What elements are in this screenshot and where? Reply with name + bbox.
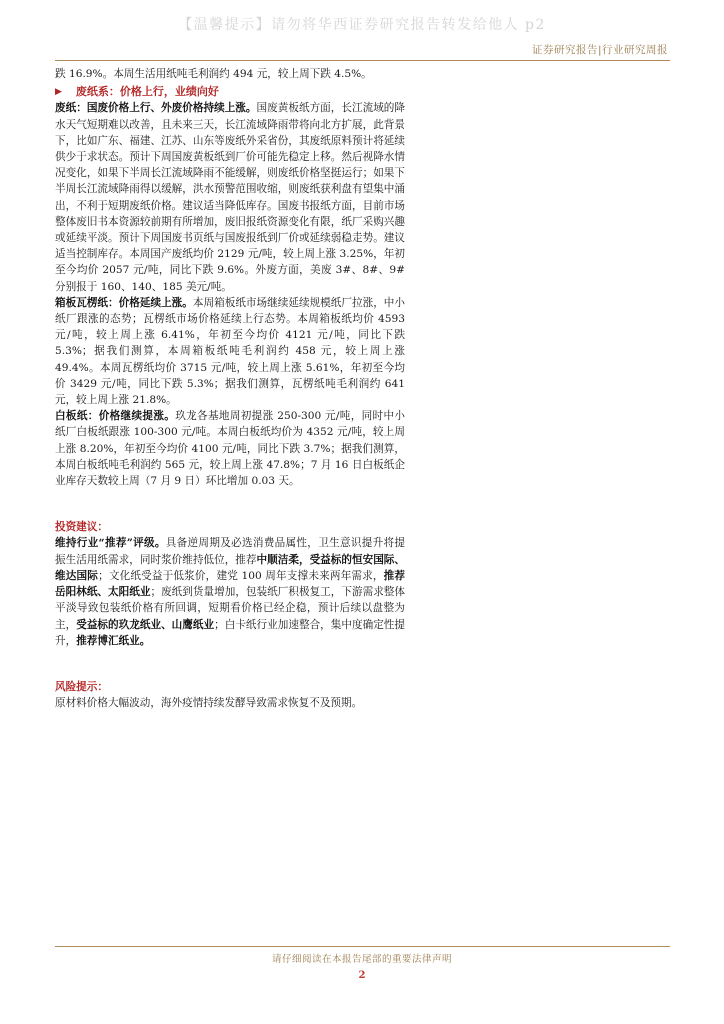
waste-paper-text: 国废黄板纸方面，长江流域的降水天气短期难以改善，且未来三天，长江流域降雨带将向北方扩展，此背景下，比如广东、福建、江苏、山东等废纸外采省份，其废纸原料预计将延续供少于求状态。预计下周国废黄板纸到厂价可能先稳定上移。然后视降水情况变化，如果下半周长江流域降雨不能缓解，则废纸价格坚挺运行；如果下半周长江流域降雨得以缓解，洪水预警范围收缩，则废纸获利盘有望集中涌出，不利于短期废纸价格。建议适当降低库存。国废书报纸方面，目前市场整体废旧书本资源较前期有所增加，废旧报纸资源变化有限，纸厂采购兴趣或延续平淡。预计下周国废书页纸与国废报纸到厂价或延续弱稳走势。建议适当控制库存。本周国产废纸均价 2129 元/吨，较上周上涨 3.25%，年初至今均价 2057 元/吨，同比下跌 9.6%。外废方面，美废 3#、8#、9#分别报于 160、140、185 美元/吨。 — [55, 102, 406, 293]
risk-paragraph: 原材料价格大幅波动，海外疫情持续发酵导致需求恢复不及预期。 — [55, 697, 363, 710]
watermark-text: 【温馨提示】请勿将华西证券研究报告转发给他人 p2 — [178, 17, 546, 33]
spacer — [55, 489, 405, 519]
page-number: 2 — [358, 970, 366, 981]
whiteboard-paragraph — [55, 408, 405, 489]
investment-text-2: ；文化纸受益于低浆价，建党 100 周年支撑未来两年需求， — [98, 569, 384, 582]
spacer — [55, 649, 405, 679]
whiteboard-lead: 白板纸：价格继续提涨。 — [55, 410, 176, 423]
investment-picks-1: 中顺洁柔，受益标的恒安国际、维达国际 — [55, 553, 406, 582]
triangle-bullet-icon: ▶ — [55, 87, 62, 98]
investment-picks-2: 推荐岳阳林纸、太阳纸业 — [55, 569, 406, 599]
header-report-label: 证券研究报告|行业研究周报 — [531, 44, 668, 56]
risk-heading: 风险提示： — [55, 680, 108, 693]
waste-paper-lead: 废纸：国废价格上行、外废价格持续上涨。 — [55, 102, 257, 115]
investment-text-3: ；废纸到货量增加，包装纸厂积极复工，下游需求整体平淡导致包装纸价格有所回调，短期看价格已经企稳，预计后续以盘整为主， — [55, 586, 406, 631]
section-heading — [55, 84, 405, 100]
boxboard-text: 本周箱板纸市场继续延续规模纸厂拉涨，中小纸厂跟涨的态势；瓦楞纸市场价格延续上行态势。本周箱板纸均价 4593 元/吨，较上周上涨 6.41%，年初至今均价 4121 元/吨，同比下跌 5.3%；据我们测算，本周箱板纸吨毛利润约 458 元，较上周上涨 49.4%。本周瓦楞纸均价 3715 元/吨，较上周上涨 5.61%，年初至今均价 3429 元/吨，同比下跌 5.3%；据我们测算，瓦楞纸吨毛利润约 641 元，较上周上涨 21.8%。 — [55, 296, 406, 407]
intro-paragraph: 跌 16.9%。本周生活用纸吨毛利润约 494 元，较上周下跌 4.5%。 — [55, 68, 372, 80]
investment-heading: 投资建议： — [55, 521, 108, 534]
boxboard-lead: 箱板瓦楞纸：价格延续上涨。 — [55, 296, 193, 309]
section-title: 废纸系：价格上行，业绩向好 — [75, 85, 219, 99]
investment-paragraph — [55, 535, 405, 648]
investment-text-1: 具备逆周期及必选消费品属性，卫生意识提升将提振生活用纸需求，同时浆价维持低位，推荐 — [55, 537, 405, 566]
waste-paper-paragraph — [55, 100, 405, 294]
investment-picks-4: 推荐博汇纸业。 — [76, 634, 151, 647]
whiteboard-text: 玖龙各基地周初提涨 250-300 元/吨，同时中小纸厂白板纸跟涨 100-300 元/吨。本周白板纸均价为 4352 元/吨，较上周上涨 8.20%，年初至今均价 4100 元/吨，同比下跌 3.7%；据我们测算，本周白板纸吨毛利润约 565 元，较上周上涨 47.8%；7 月 16 日白板纸企业库存天数较上周（7 月 9 日）环比增加 0.03 天。 — [55, 410, 405, 488]
report-body — [55, 66, 405, 711]
footer-disclaimer: 请仔细阅读在本报告尾部的重要法律声明 — [271, 954, 452, 965]
investment-picks-3: 受益标的玖龙纸业、山鹰纸业 — [76, 618, 215, 631]
investment-rating: 维持行业“推荐”评级。 — [55, 537, 166, 550]
investment-text-4: ；白卡纸行业加速整合，集中度确定性提升， — [55, 618, 406, 647]
boxboard-paragraph — [55, 295, 405, 408]
header-divider — [55, 60, 670, 61]
footer-divider — [55, 946, 670, 947]
